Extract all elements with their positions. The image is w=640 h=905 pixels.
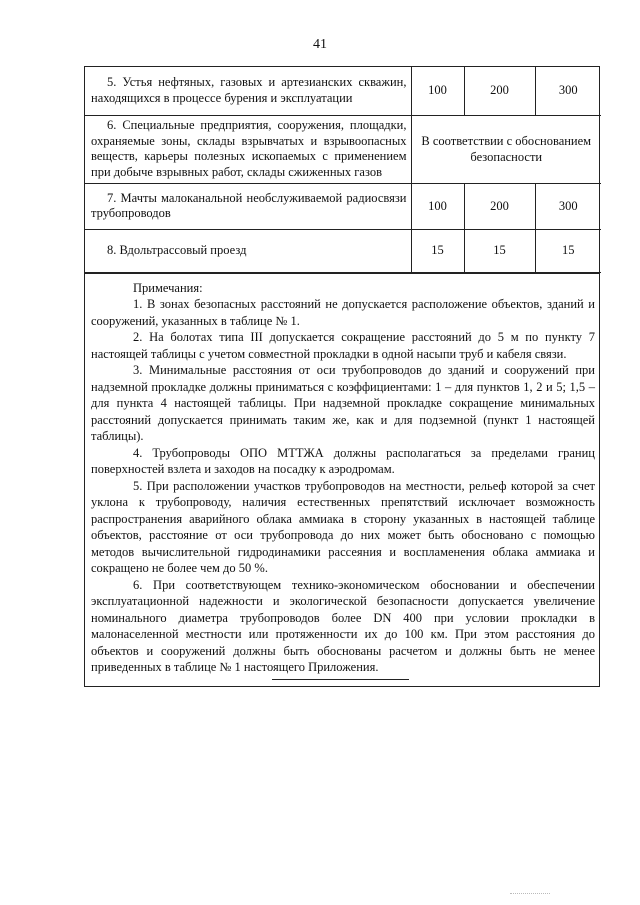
row-value: 100	[411, 67, 464, 115]
note-item: 1. В зонах безопасных расстояний не допускается расположение объектов, зданий и сооружений, указанных в таблице № 1.	[91, 297, 595, 328]
separator-line	[272, 679, 409, 680]
merged-value: В соответствии с обоснованием безопасности	[411, 115, 601, 183]
distance-table	[85, 67, 601, 273]
table-row	[85, 229, 601, 272]
row-value: 100	[411, 183, 464, 229]
notes-section	[85, 273, 599, 686]
row-value: 200	[464, 183, 535, 229]
note-item: 3. Минимальные расстояния от оси трубопроводов до зданий и сооружений при надземной прокладке должны приниматься с коэффициентами: 1 – для пунктов 1, 2 и 5; 1,5 – для пункта 4 настоящей таблицы. При надземной прокладке сокращение минимальных расстояний допускается принимать таким же, как и для подземной (пункт 1 настоящей таблицы).	[91, 363, 595, 443]
row-value: 15	[411, 229, 464, 272]
page-number: 41	[313, 37, 327, 52]
table-row	[85, 183, 601, 229]
table-row	[85, 115, 601, 183]
note-item: 6. При соответствующем технико-экономическом обосновании и обеспечении эксплуатационной надежности и экологической безопасности допускается увеличение номинального диаметра трубопроводов более DN 400 при условии прокладки в малонаселенной местности или протяженности их до 100 км. При этом расстояния до объектов и сооружений должны быть обоснованы расчетом и должны быть не менее приведенных в таблице № 1 настоящего Приложения.	[91, 577, 595, 674]
row-value: 300	[535, 183, 601, 229]
row-value: 15	[464, 229, 535, 272]
note-item: 4. Трубопроводы ОПО МТТЖА должны располагаться за пределами границ поверхностей взлета и заходов на посадку к аэродромам.	[91, 445, 595, 476]
row-label: 8. Вдольтрассовый проезд	[85, 229, 411, 272]
notes-heading: Примечания:	[133, 280, 203, 295]
row-label: 5. Устья нефтяных, газовых и артезианских скважин, находящихся в процессе бурения и эксплуатации	[85, 67, 411, 115]
row-label: 6. Специальные предприятия, сооружения, площадки, охраняемые зоны, склады взрывчатых и взрывоопасных веществ, карьеры полезных ископаемых с применением при добыче взрывных работ, склады сжиженных газов	[85, 115, 411, 183]
table-row	[85, 67, 601, 115]
row-value: 200	[464, 67, 535, 115]
row-value: 15	[535, 229, 601, 272]
row-value: 300	[535, 67, 601, 115]
row-label: 7. Мачты малоканальной необслуживаемой радиосвязи трубопроводов	[85, 183, 411, 229]
note-item: 5. При расположении участков трубопроводов на местности, рельеф которой за счет уклона к трубопроводу, наличия естественных препятствий исключает возможность распространения аварийного облака аммиака в сторону указанных в настоящей таблице объектов, расстояние от оси трубопровода до них может быть обосновано с помощью методов вычислительной гидродинамики рассеяния и воспламенения облака аммиака и сокращено не более чем до 50 %.	[91, 478, 595, 575]
note-item: 2. На болотах типа III допускается сокращение расстояний до 5 м по пункту 7 настоящей таблицы с учетом совместной прокладки в одной насыпи труб и кабеля связи.	[91, 330, 595, 361]
distance-table-frame	[84, 66, 600, 687]
scan-mark	[510, 893, 550, 894]
